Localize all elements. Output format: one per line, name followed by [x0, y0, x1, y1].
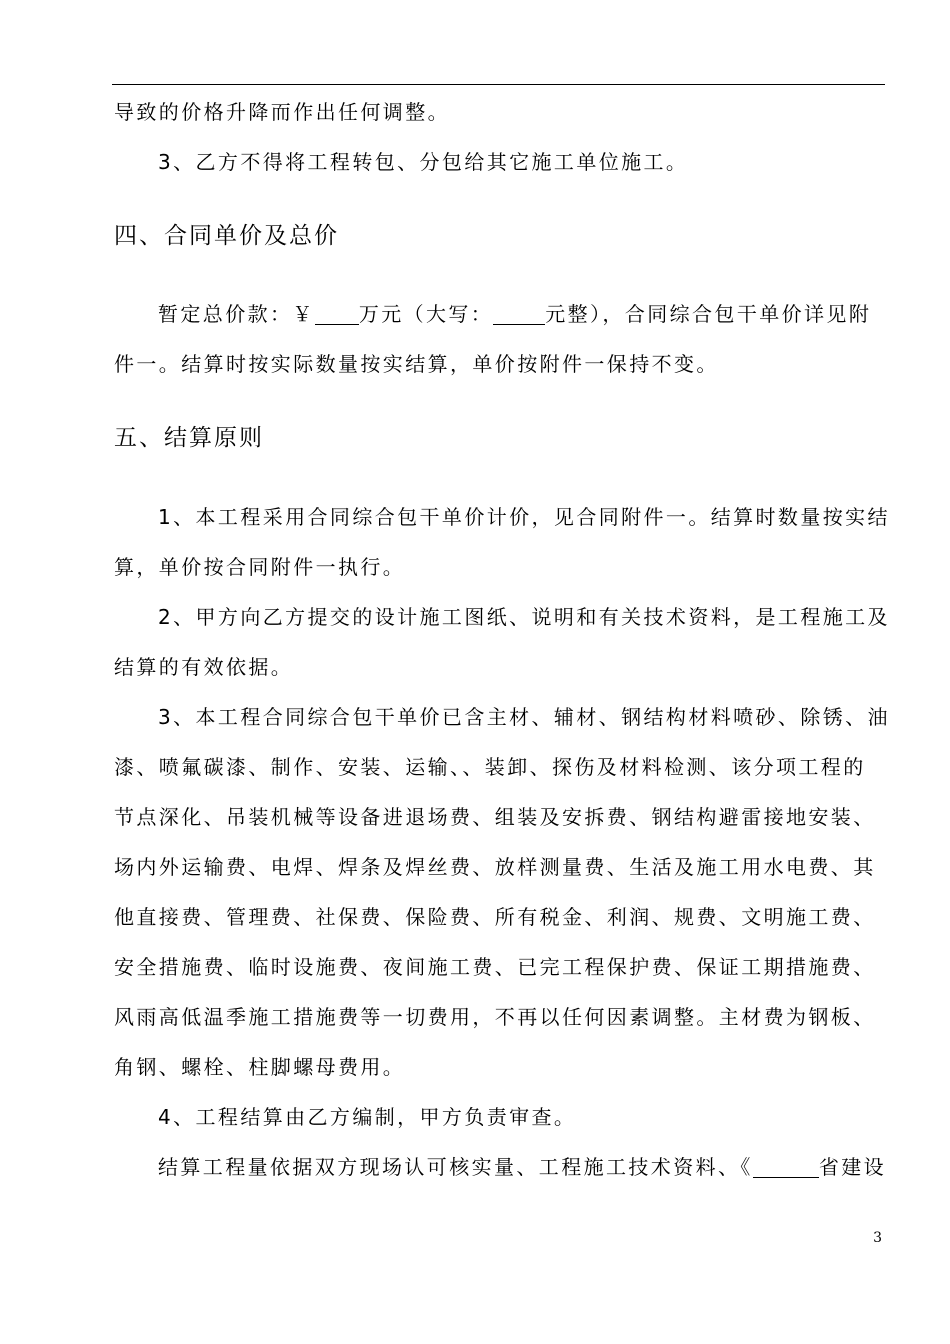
paragraph-line: 导致的价格升降而作出任何调整。 [114, 100, 450, 124]
amount-words-blank [493, 302, 545, 325]
total-price-line [158, 300, 871, 328]
province-blank [753, 1155, 819, 1178]
paragraph-line: 安全措施费、临时设施费、夜间施工费、已完工程保护费、保证工期措施费、 [114, 955, 876, 979]
amount-number-blank [315, 302, 359, 325]
section-heading-5: 五、结算原则 [114, 425, 264, 451]
clause-3-no-subcontract: 3、乙方不得将工程转包、分包给其它施工单位施工。 [158, 150, 689, 174]
paragraph-line: 角钢、螺栓、柱脚螺母费用。 [114, 1055, 406, 1079]
paragraph-line: 漆、喷氟碳漆、制作、安装、运输、、装卸、探伤及材料检测、该分项工程的 [114, 755, 866, 779]
settlement-basis-tail: 省建设 [818, 1155, 887, 1179]
paragraph-line: 他直接费、管理费、社保费、保险费、所有税金、利润、规费、文明施工费、 [114, 905, 876, 929]
paragraph-line: 件一。结算时按实际数量按实结算，单价按附件一保持不变。 [114, 352, 719, 376]
paragraph-line: 结算的有效依据。 [114, 655, 294, 679]
clause-3-line: 3、本工程合同综合包干单价已含主材、辅材、钢结构材料喷砂、除锈、油 [158, 705, 890, 729]
paragraph-line: 节点深化、吊装机械等设备进退场费、组装及安拆费、钢结构避雷接地安装、 [114, 805, 876, 829]
total-price-unit: 万元（大写： [358, 302, 494, 326]
paragraph-line: 算，单价按合同附件一执行。 [114, 555, 406, 579]
total-price-tail: 元整），合同综合包干单价详见附 [545, 302, 872, 326]
header-rule [112, 84, 885, 85]
paragraph-line: 场内外运输费、电焊、焊条及焊丝费、放样测量费、生活及施工用水电费、其 [114, 855, 876, 879]
clause-1-line: 1、本工程采用合同综合包干单价计价，见合同附件一。结算时数量按实结 [158, 505, 890, 529]
paragraph-line: 风雨高低温季施工措施费等一切费用，不再以任何因素调整。主材费为钢板、 [114, 1005, 876, 1029]
clause-2-line: 2、甲方向乙方提交的设计施工图纸、说明和有关技术资料，是工程施工及 [158, 605, 890, 629]
settlement-basis-text: 结算工程量依据双方现场认可核实量、工程施工技术资料、《 [158, 1155, 753, 1179]
total-price-label: 暂定总价款：￥ [158, 302, 315, 326]
section-heading-4: 四、合同单价及总价 [114, 223, 339, 249]
page-number: 3 [873, 1230, 882, 1246]
settlement-basis-line [158, 1153, 886, 1181]
clause-4-line: 4、工程结算由乙方编制，甲方负责审查。 [158, 1105, 577, 1129]
